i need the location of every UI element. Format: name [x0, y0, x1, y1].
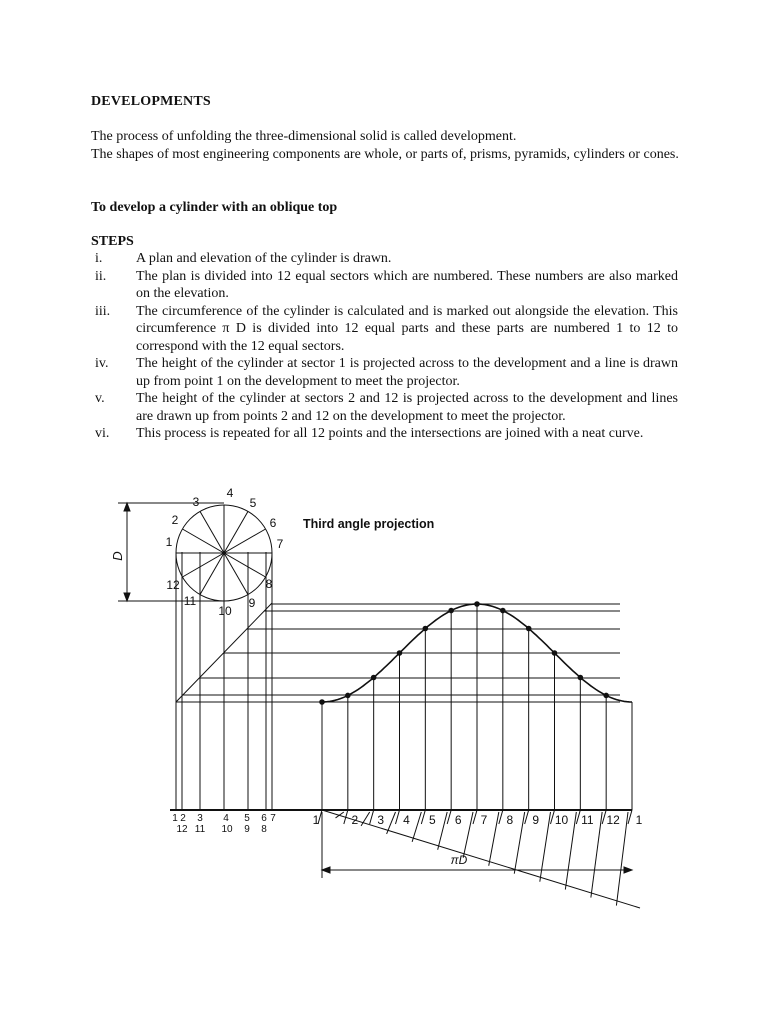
list-item — [91, 268, 678, 303]
elevation-point-label: 12 — [176, 824, 188, 835]
arrow-head — [124, 593, 130, 601]
diagram-geometry — [118, 503, 640, 908]
plan-point-label: 9 — [248, 596, 256, 610]
list-item — [91, 425, 678, 443]
plan-point-label: 11 — [183, 594, 197, 608]
development-point-label: 3 — [377, 813, 385, 827]
intersection-dot — [603, 693, 609, 699]
division-hatch-line — [489, 812, 499, 866]
plan-point-label: 4 — [226, 486, 234, 500]
step-text: This process is repeated for all 12 points and the intersections are joined with a neat curve. — [136, 426, 644, 441]
intro-paragraph — [91, 128, 681, 164]
intersection-dot — [474, 601, 480, 607]
development-point-label: 1 — [635, 813, 643, 827]
development-point-label: 9 — [532, 813, 540, 827]
elevation-point-label: 8 — [261, 824, 267, 835]
circumference-label: πD — [450, 853, 468, 867]
arrow-head — [124, 503, 130, 511]
diameter-label: D — [110, 551, 125, 561]
elevation-point-label: 1 — [172, 813, 178, 824]
step-text: The height of the cylinder at sectors 2 and 12 is projected across to the development and lines are drawn up from points 2 and 12 on the development to meet the projector. — [136, 391, 678, 424]
steps-heading: STEPS — [91, 234, 134, 249]
elevation-point-label: 5 — [244, 813, 250, 824]
development-tick — [628, 810, 632, 824]
plan-point-label: 12 — [166, 578, 180, 592]
development-tick — [421, 810, 425, 824]
division-hatch-line — [514, 812, 524, 874]
intro-line: The process of unfolding the three-dimensional solid is called development. — [91, 129, 517, 144]
division-hatch-line — [540, 812, 551, 882]
section-subheading: To develop a cylinder with an oblique top — [91, 200, 338, 215]
intersection-dot — [423, 626, 429, 632]
list-item — [91, 390, 678, 425]
intersection-dot — [552, 650, 558, 656]
step-text: The circumference of the cylinder is calculated and is marked out alongside the elevation. This circumference π D is divided into 12 equal parts and these parts are numbered 1 to 12 to correspond with the 12 equal sectors. — [136, 303, 678, 354]
intersection-dot — [500, 608, 506, 614]
steps-list — [91, 250, 678, 443]
plan-point-label: 2 — [171, 513, 179, 527]
development-tick — [499, 810, 503, 824]
development-tick — [370, 810, 374, 824]
division-hatch-line — [412, 812, 421, 842]
list-item — [91, 355, 678, 390]
plan-point-label: 10 — [218, 604, 232, 618]
development-point-label: 2 — [351, 813, 359, 827]
step-number: iii. — [95, 303, 111, 319]
plan-point-label: 7 — [276, 537, 284, 551]
development-point-label: 11 — [581, 813, 594, 827]
step-number: i. — [95, 251, 103, 266]
diagram-labels — [166, 486, 643, 835]
intersection-dot — [448, 608, 454, 614]
development-tick — [447, 810, 451, 824]
plan-point-label: 6 — [269, 516, 277, 530]
step-number: ii. — [95, 268, 107, 284]
plan-point-label: 1 — [165, 535, 173, 549]
intersection-dot — [578, 675, 584, 681]
elevation-point-label: 10 — [221, 824, 233, 835]
intersection-dot — [319, 699, 325, 705]
development-point-label: 6 — [454, 813, 462, 827]
intersection-dot — [345, 693, 351, 699]
development-tick — [396, 810, 400, 824]
plan-point-label: 8 — [265, 577, 273, 591]
plan-point-label: 3 — [192, 495, 200, 509]
cylinder-development-diagram — [0, 470, 768, 920]
arrow-head — [624, 867, 632, 873]
intro-line: The shapes of most engineering components are whole, or parts of, prisms, pyramids, cylinders or cones. — [91, 147, 679, 162]
development-point-label: 5 — [428, 813, 436, 827]
elevation-point-label: 4 — [223, 813, 229, 824]
plan-point-label: 5 — [249, 496, 257, 510]
list-item — [91, 250, 678, 268]
development-tick — [576, 810, 580, 824]
division-hatch-line — [387, 812, 396, 834]
step-number: v. — [95, 391, 105, 406]
division-hatch-line — [463, 812, 473, 858]
development-point-label: 7 — [480, 813, 488, 827]
development-point-label: 4 — [403, 813, 410, 827]
elevation-point-label: 9 — [244, 824, 250, 835]
step-text: A plan and elevation of the cylinder is drawn. — [136, 251, 392, 266]
elevation-point-label: 2 — [180, 813, 186, 824]
division-hatch-line — [438, 812, 448, 850]
development-point-label: 8 — [506, 813, 514, 827]
development-tick — [473, 810, 477, 824]
step-number: vi. — [95, 426, 110, 441]
development-tick — [525, 810, 529, 824]
development-point-label: 10 — [554, 813, 569, 827]
elevation-point-label: 6 — [261, 813, 267, 824]
list-item — [91, 303, 678, 356]
elevation-point-label: 11 — [194, 824, 206, 835]
intersection-dot — [526, 626, 532, 632]
development-point-label: 12 — [606, 813, 620, 827]
projection-label: Third angle projection — [303, 517, 435, 531]
development-point-label: 1 — [312, 813, 320, 827]
arrow-head — [322, 867, 330, 873]
step-text: The height of the cylinder at sector 1 is projected across to the development and a line is drawn up from point 1 on the development to meet the projector. — [136, 356, 678, 389]
document-title: DEVELOPMENTS — [91, 94, 211, 109]
elevation-point-label: 3 — [197, 813, 203, 824]
elevation-point-label: 7 — [270, 813, 276, 824]
intersection-dot — [397, 650, 403, 656]
step-number: iv. — [95, 356, 109, 371]
intersection-dot — [371, 675, 377, 681]
step-text: The plan is divided into 12 equal sectors which are numbered. These numbers are also marked on the elevation. — [136, 268, 678, 301]
